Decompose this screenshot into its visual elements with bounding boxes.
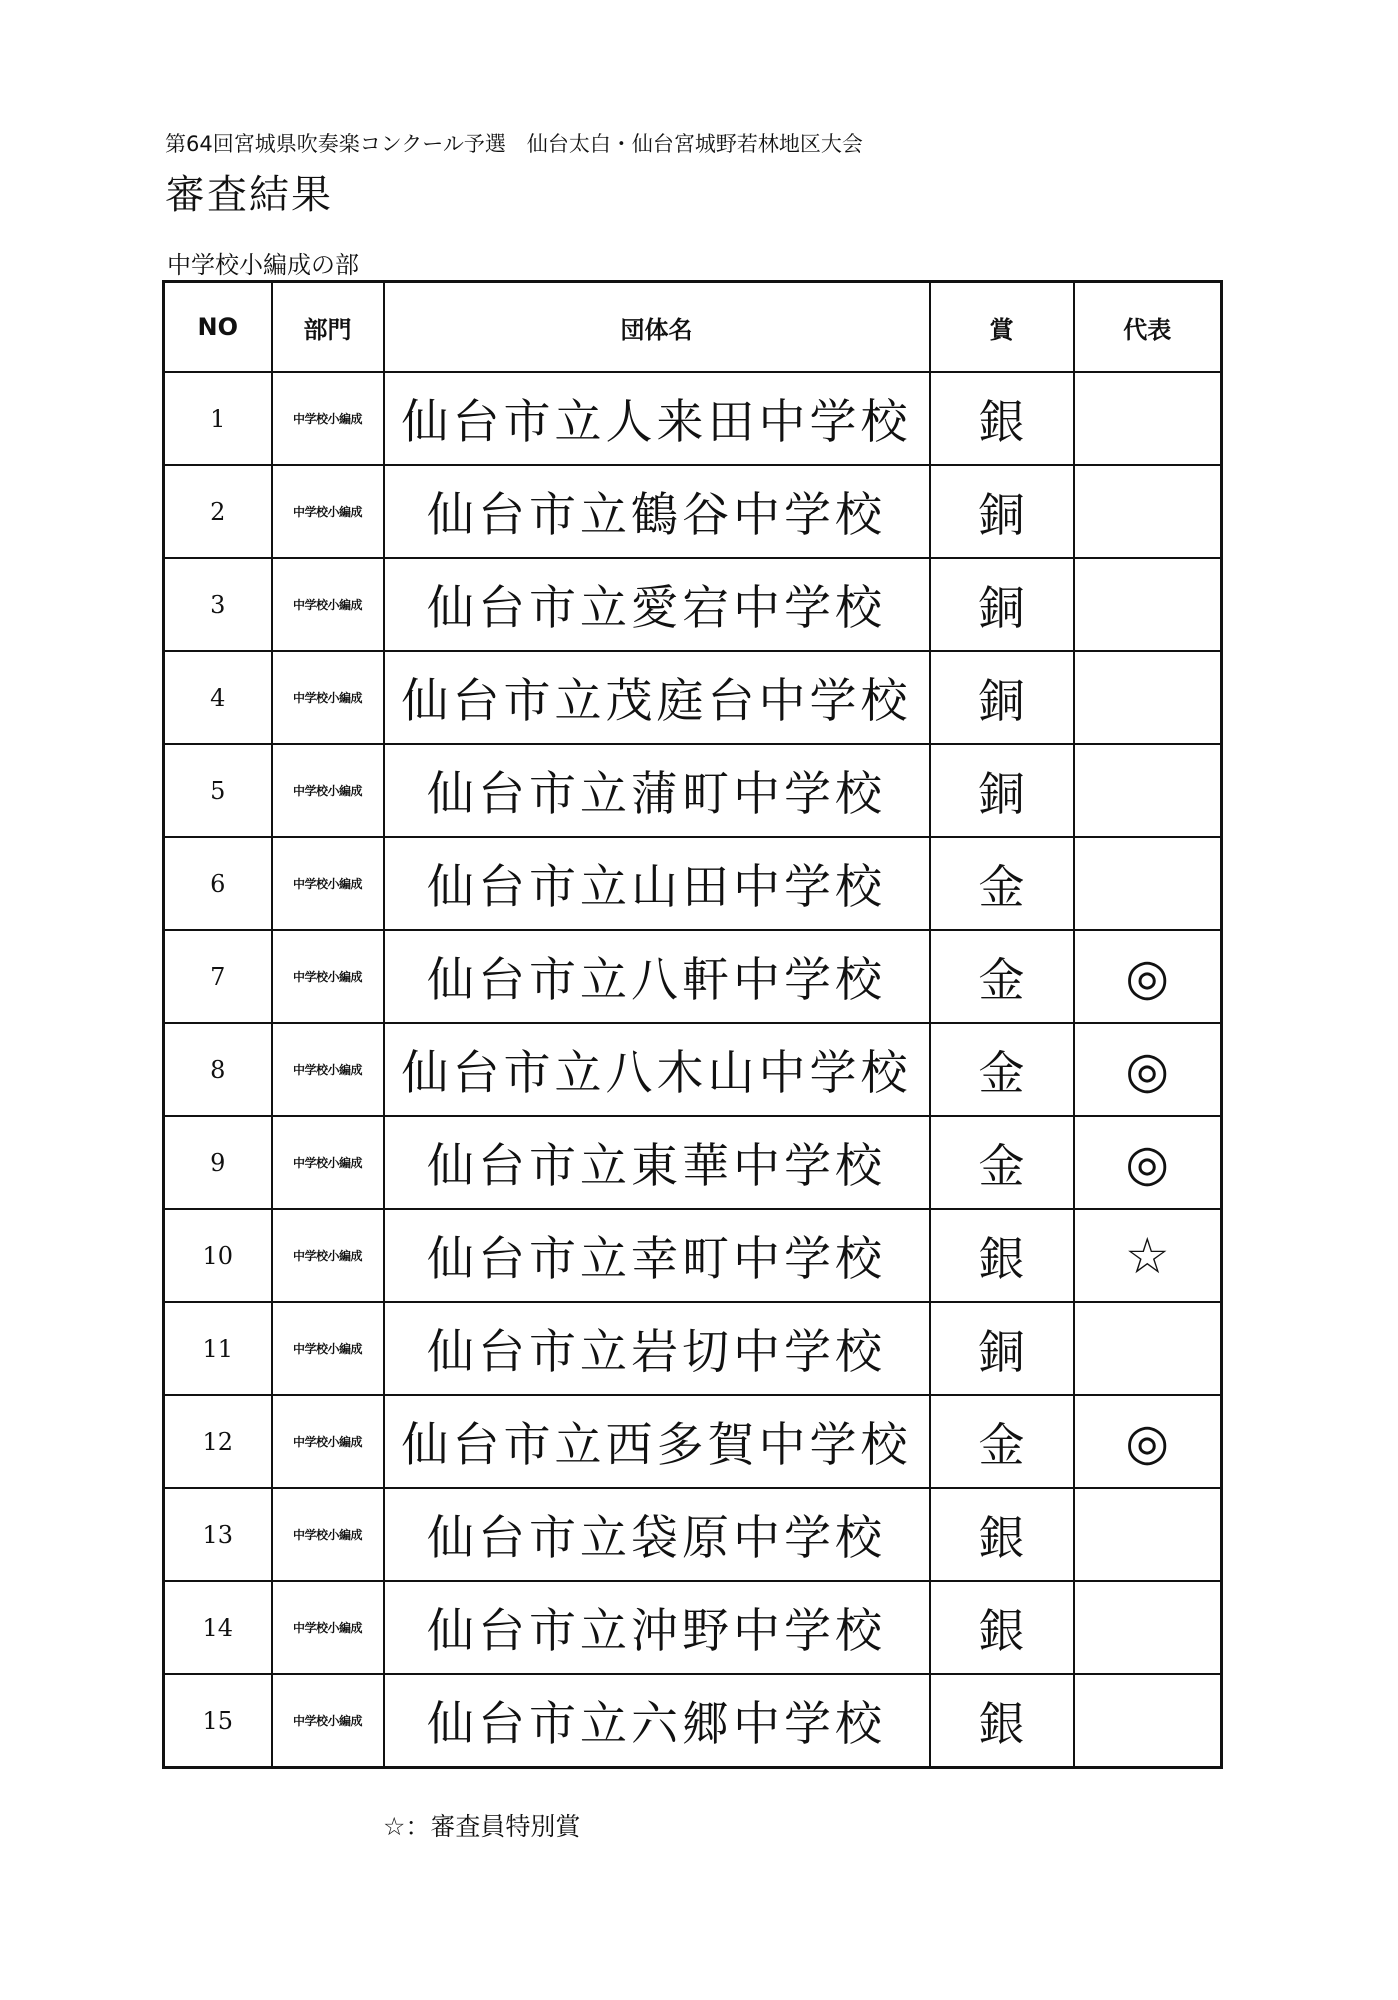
table-row [164,1674,1222,1768]
row-representative [1074,465,1222,558]
row-group-name: 仙台市立茂庭台中学校 [384,651,930,744]
row-award: 銅 [930,558,1074,651]
results-table [162,280,1223,1769]
row-number: 11 [164,1302,272,1395]
row-division: 中学校小編成 [272,1395,384,1488]
table-row [164,651,1222,744]
table-row [164,558,1222,651]
row-representative [1074,1674,1222,1768]
table-row [164,1581,1222,1674]
row-division: 中学校小編成 [272,465,384,558]
row-award: 銀 [930,372,1074,465]
row-number: 3 [164,558,272,651]
table-row [164,1488,1222,1581]
results-body [164,372,1222,1768]
row-division: 中学校小編成 [272,1581,384,1674]
row-number: 13 [164,1488,272,1581]
row-representative: ◎ [1074,1116,1222,1209]
row-award: 金 [930,837,1074,930]
row-representative: ◎ [1074,1023,1222,1116]
row-representative [1074,372,1222,465]
table-row [164,930,1222,1023]
row-number: 7 [164,930,272,1023]
table-row [164,372,1222,465]
column-header-division: 部門 [272,282,384,373]
table-header-row [164,282,1222,373]
column-header-award: 賞 [930,282,1074,373]
row-division: 中学校小編成 [272,1302,384,1395]
row-division: 中学校小編成 [272,558,384,651]
row-number: 12 [164,1395,272,1488]
row-award: 金 [930,1395,1074,1488]
row-award: 金 [930,1023,1074,1116]
table-row [164,744,1222,837]
row-award: 銅 [930,651,1074,744]
row-group-name: 仙台市立幸町中学校 [384,1209,930,1302]
legend-note: ☆：審査員特別賞 [383,1812,581,1841]
row-group-name: 仙台市立山田中学校 [384,837,930,930]
table-row [164,465,1222,558]
row-representative: ◎ [1074,1395,1222,1488]
row-division: 中学校小編成 [272,837,384,930]
row-award: 銀 [930,1488,1074,1581]
row-number: 1 [164,372,272,465]
row-award: 銀 [930,1674,1074,1768]
column-header-representative: 代表 [1074,282,1222,373]
row-representative [1074,837,1222,930]
row-number: 6 [164,837,272,930]
row-division: 中学校小編成 [272,930,384,1023]
row-group-name: 仙台市立東華中学校 [384,1116,930,1209]
row-number: 4 [164,651,272,744]
row-number: 8 [164,1023,272,1116]
row-number: 15 [164,1674,272,1768]
table-row [164,1395,1222,1488]
row-group-name: 仙台市立岩切中学校 [384,1302,930,1395]
row-number: 14 [164,1581,272,1674]
row-representative [1074,1488,1222,1581]
row-division: 中学校小編成 [272,744,384,837]
row-award: 銅 [930,465,1074,558]
row-representative [1074,651,1222,744]
row-representative: ☆ [1074,1209,1222,1302]
row-representative [1074,1302,1222,1395]
row-group-name: 仙台市立六郷中学校 [384,1674,930,1768]
row-award: 銀 [930,1209,1074,1302]
column-header-no: NO [164,282,272,373]
row-award: 銀 [930,1581,1074,1674]
row-group-name: 仙台市立鶴谷中学校 [384,465,930,558]
row-division: 中学校小編成 [272,372,384,465]
row-division: 中学校小編成 [272,1116,384,1209]
contest-title: 第64回宮城県吹奏楽コンクール予選 仙台太白・仙台宮城野若林地区大会 [165,132,863,156]
row-award: 金 [930,930,1074,1023]
row-award: 金 [930,1116,1074,1209]
table-row [164,1116,1222,1209]
row-group-name: 仙台市立愛宕中学校 [384,558,930,651]
row-representative [1074,744,1222,837]
row-division: 中学校小編成 [272,1209,384,1302]
row-number: 5 [164,744,272,837]
table-row [164,837,1222,930]
row-group-name: 仙台市立八木山中学校 [384,1023,930,1116]
row-number: 9 [164,1116,272,1209]
row-representative [1074,558,1222,651]
row-representative [1074,1581,1222,1674]
row-number: 10 [164,1209,272,1302]
row-group-name: 仙台市立蒲町中学校 [384,744,930,837]
results-heading: 審査結果 [165,172,333,218]
row-award: 銅 [930,744,1074,837]
row-division: 中学校小編成 [272,651,384,744]
row-division: 中学校小編成 [272,1488,384,1581]
row-group-name: 仙台市立袋原中学校 [384,1488,930,1581]
table-row [164,1302,1222,1395]
row-group-name: 仙台市立八軒中学校 [384,930,930,1023]
row-number: 2 [164,465,272,558]
table-row [164,1023,1222,1116]
row-representative: ◎ [1074,930,1222,1023]
row-group-name: 仙台市立沖野中学校 [384,1581,930,1674]
row-division: 中学校小編成 [272,1674,384,1768]
table-row [164,1209,1222,1302]
row-division: 中学校小編成 [272,1023,384,1116]
row-award: 銅 [930,1302,1074,1395]
column-header-group: 団体名 [384,282,930,373]
row-group-name: 仙台市立人来田中学校 [384,372,930,465]
row-group-name: 仙台市立西多賀中学校 [384,1395,930,1488]
section-label: 中学校小編成の部 [167,251,359,279]
